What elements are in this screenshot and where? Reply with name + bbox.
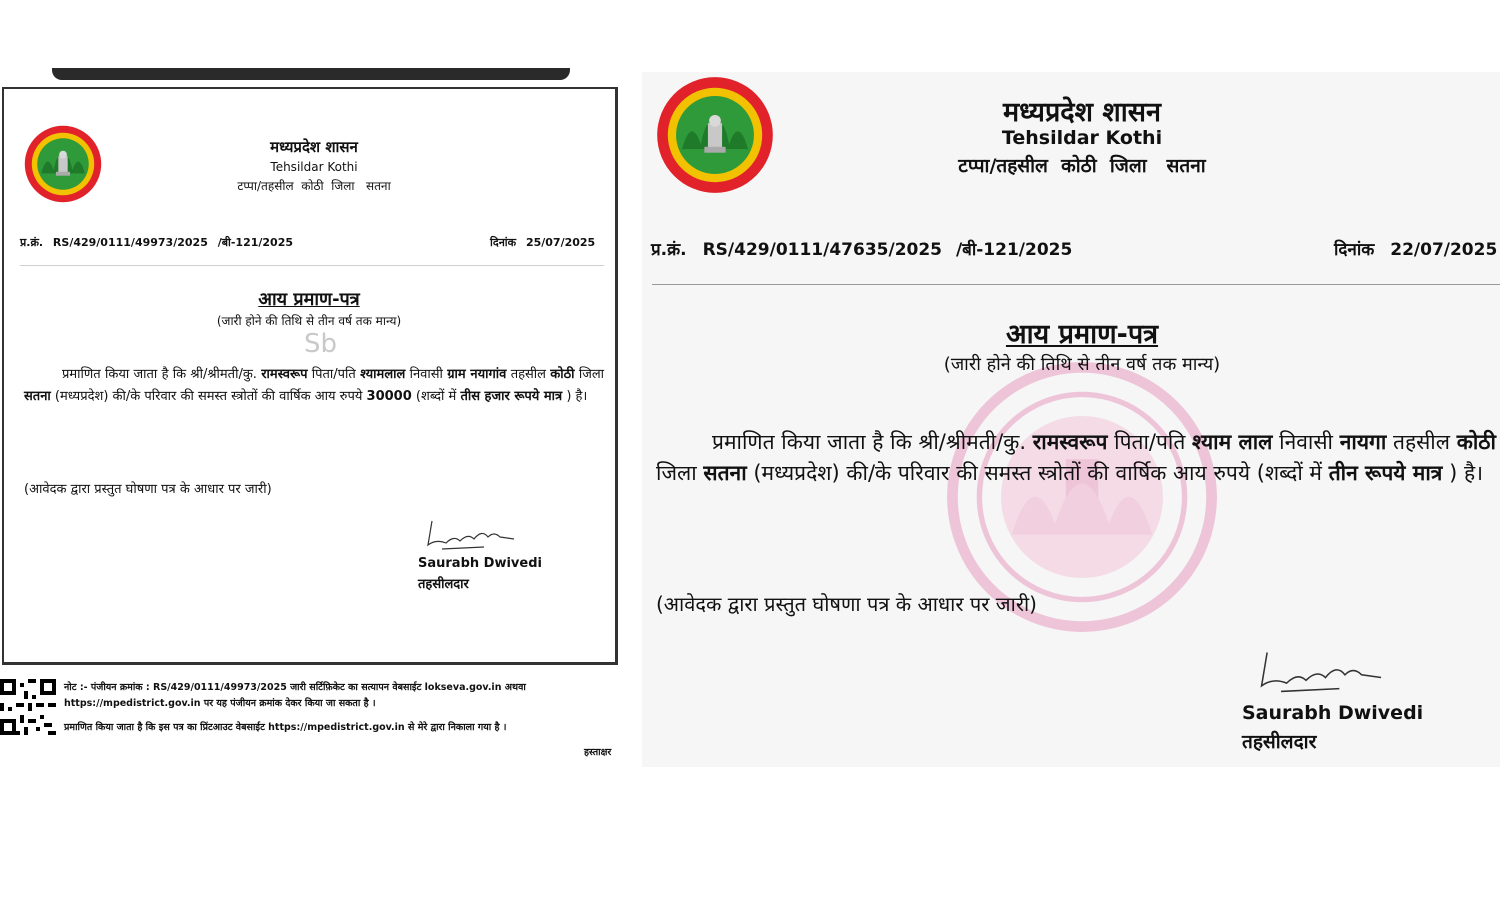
tehsil-name: कोठी [550, 367, 575, 382]
body-text: ) है। [566, 389, 588, 404]
signature-icon [1252, 647, 1392, 697]
divider [20, 265, 604, 266]
document-title: आय प्रमाण-पत्र [1005, 319, 1159, 350]
sign-label: हस्ताक्षर [584, 747, 612, 758]
signatory-title: तहसीलदार [1242, 731, 1317, 753]
date-label: दिनांक [1334, 240, 1375, 260]
ref-number: RS/429/0111/49973/2025 [52, 236, 208, 249]
validity-note: (जारी होने की तिथि से तीन वर्ष तक मान्य) [943, 354, 1221, 375]
income-amount-words: तीन रूपये मात्र [1328, 461, 1443, 485]
body-text: पिता/पति [1114, 430, 1186, 454]
village-name: ग्राम नयागांव [447, 367, 507, 382]
top-bar [52, 68, 570, 80]
certificate-right [642, 72, 1500, 767]
ref-suffix: /बी-121/2025 [217, 236, 294, 249]
qr-code-icon [0, 678, 56, 736]
body-text: तहसील [1392, 430, 1450, 454]
stamp-text: Sb [304, 329, 338, 359]
income-amount-words: तीस हजार रूपये मात्र [460, 389, 563, 404]
body-text: तहसील [510, 367, 546, 382]
mp-govt-seal-icon [656, 76, 774, 194]
ref-suffix: /बी-121/2025 [955, 240, 1073, 260]
body-text: प्रमाणित किया जाता है कि श्री/श्रीमती/कु. [712, 430, 1026, 454]
body-text: निवासी [409, 367, 443, 382]
divider [652, 284, 1500, 285]
header-title: मध्यप्रदेश शासन [270, 138, 358, 156]
body-text: प्रमाणित किया जाता है कि श्री/श्रीमती/कु. [62, 367, 257, 382]
body-text: निवासी [1279, 430, 1333, 454]
header-title: मध्यप्रदेश शासन [1002, 97, 1161, 128]
body-text: (शब्दों में [415, 389, 457, 404]
body-text: ) है। [1449, 461, 1484, 485]
body-text: (शब्दों में [1256, 461, 1322, 485]
issue-basis: (आवेदक द्वारा प्रस्तुत घोषणा पत्र के आधार पर जारी) [24, 482, 272, 497]
issue-basis: (आवेदक द्वारा प्रस्तुत घोषणा पत्र के आधार पर जारी) [656, 592, 1037, 616]
note-line-3: प्रमाणित किया जाता है कि इस पत्र का प्रिंटआउट वेबसाईट https://mpedistrict.gov.in से मेरे द्वारा निकाला गया है । [64, 722, 507, 733]
ref-number: RS/429/0111/47635/2025 [702, 240, 943, 260]
ref-label: प्र.क्रं. [20, 236, 44, 249]
certificate-body [656, 427, 1496, 489]
signatory-name: Saurabh Dwivedi [1242, 702, 1424, 724]
document-title: आय प्रमाण-पत्र [258, 289, 360, 310]
date-label: दिनांक [490, 236, 517, 249]
date-value: 22/07/2025 [1390, 240, 1498, 260]
village-name: नायगा [1339, 430, 1387, 454]
date-value: 25/07/2025 [525, 236, 596, 249]
father-name: श्याम लाल [1192, 430, 1273, 454]
income-amount: 30000 [366, 389, 412, 404]
validity-note: (जारी होने की तिथि से तीन वर्ष तक मान्य) [216, 314, 402, 328]
body-text: (मध्यप्रदेश) की/के परिवार की समस्त स्त्रोतों की वार्षिक आय रुपये [753, 461, 1251, 485]
date-line [490, 235, 595, 250]
note-line-2: https://mpedistrict.gov.in पर यह पंजीयन क्रमांक देकर किया जा सकता है । [64, 698, 376, 709]
header-office: Tehsildar Kothi [270, 160, 358, 174]
applicant-name: रामस्वरूप [261, 367, 308, 382]
ref-line [651, 237, 1072, 260]
district-name: सतना [24, 389, 51, 404]
date-line [1334, 237, 1497, 260]
tehsil-name: कोठी [1456, 430, 1496, 454]
district-name: सतना [703, 461, 747, 485]
signatory-title: तहसीलदार [418, 577, 469, 592]
certificate-body [24, 364, 604, 408]
header-location: टप्पा/तहसील कोठी जिला सतना [958, 155, 1206, 177]
body-text: जिला [656, 461, 697, 485]
father-name: श्यामलाल [360, 367, 406, 382]
signature-icon [424, 517, 519, 553]
signatory-name: Saurabh Dwivedi [418, 556, 542, 571]
body-text: पिता/पति [311, 367, 356, 382]
note-line-1: नोट :- पंजीयन क्रमांक : RS/429/0111/49973/2025 जारी सर्टिफ़िकेट का सत्यापन वेबसाईट lokseva.gov.in अथवा [64, 682, 526, 693]
applicant-name: रामस्वरूप [1032, 430, 1108, 454]
ref-line [20, 235, 293, 250]
body-text: जिला [578, 367, 605, 382]
header-location: टप्पा/तहसील कोठी जिला सतना [237, 179, 391, 193]
header-office: Tehsildar Kothi [1001, 127, 1163, 149]
body-text: (मध्यप्रदेश) की/के परिवार की समस्त स्त्रोतों की वार्षिक आय रुपये [54, 389, 363, 404]
ref-label: प्र.क्रं. [651, 240, 687, 260]
certificate-left [2, 87, 618, 665]
mp-govt-seal-icon [24, 125, 102, 203]
